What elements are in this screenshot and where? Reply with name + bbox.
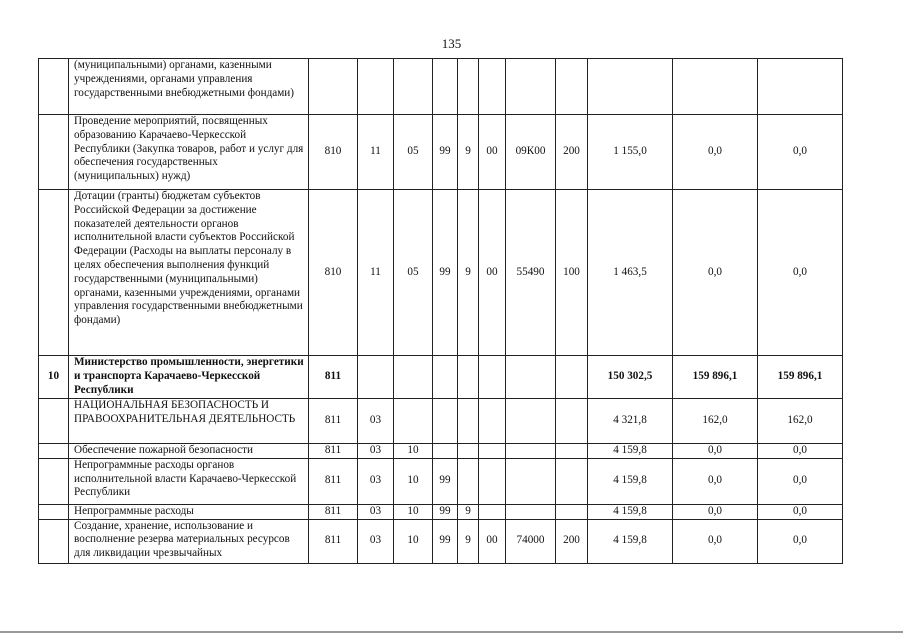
cell-section — [358, 59, 394, 115]
cell-grbs: 810 — [309, 115, 358, 190]
cell-section: 11 — [358, 115, 394, 190]
cell-section: 03 — [358, 504, 394, 519]
cell-subprogram — [458, 59, 479, 115]
cell-subsection: 10 — [394, 519, 433, 563]
cell-amount-year3: 159 896,1 — [758, 356, 843, 399]
cell-subprogram — [458, 399, 479, 444]
cell-target-code — [506, 399, 556, 444]
cell-amount-year1: 4 159,8 — [588, 458, 673, 504]
cell-amount-year2: 0,0 — [673, 115, 758, 190]
cell-grbs: 811 — [309, 356, 358, 399]
cell-expense-type — [556, 444, 588, 459]
row-name: Министерство промышленности, энергетики и транспорта Карачаево-Черкесской Республики — [69, 356, 309, 399]
table-row — [39, 399, 843, 444]
table-row — [39, 59, 843, 115]
row-number — [39, 519, 69, 563]
cell-program — [433, 356, 458, 399]
cell-target-code: 55490 — [506, 190, 556, 356]
cell-amount-year1 — [588, 59, 673, 115]
row-number — [39, 458, 69, 504]
table-row — [39, 190, 843, 356]
cell-expense-type — [556, 59, 588, 115]
cell-subprogram: 9 — [458, 519, 479, 563]
cell-amount-year1: 4 159,8 — [588, 519, 673, 563]
row-name: Непрограммные расходы органов исполнительной власти Карачаево-Черкесской Республики — [69, 458, 309, 504]
cell-direction — [479, 444, 506, 459]
cell-subprogram — [458, 356, 479, 399]
cell-amount-year3: 0,0 — [758, 519, 843, 563]
row-name: НАЦИОНАЛЬНАЯ БЕЗОПАСНОСТЬ И ПРАВООХРАНИТЕЛЬНАЯ ДЕЯТЕЛЬНОСТЬ — [69, 399, 309, 444]
cell-amount-year2: 162,0 — [673, 399, 758, 444]
cell-subsection — [394, 59, 433, 115]
cell-grbs — [309, 59, 358, 115]
budget-table — [38, 58, 843, 564]
cell-direction: 00 — [479, 190, 506, 356]
table-row — [39, 444, 843, 459]
cell-program: 99 — [433, 190, 458, 356]
cell-amount-year2: 159 896,1 — [673, 356, 758, 399]
cell-target-code — [506, 458, 556, 504]
row-number: 10 — [39, 356, 69, 399]
cell-subprogram — [458, 444, 479, 459]
cell-amount-year3 — [758, 59, 843, 115]
table-row — [39, 115, 843, 190]
cell-target-code: 74000 — [506, 519, 556, 563]
cell-expense-type: 100 — [556, 190, 588, 356]
cell-amount-year1: 1 155,0 — [588, 115, 673, 190]
cell-target-code — [506, 504, 556, 519]
row-name: Создание, хранение, использование и восполнение резерва материальных ресурсов для ликвидации чрезвычайных — [69, 519, 309, 563]
cell-amount-year3: 0,0 — [758, 444, 843, 459]
cell-amount-year1: 4 159,8 — [588, 444, 673, 459]
cell-amount-year1: 4 159,8 — [588, 504, 673, 519]
cell-expense-type — [556, 356, 588, 399]
row-number — [39, 115, 69, 190]
cell-subprogram: 9 — [458, 190, 479, 356]
cell-section: 03 — [358, 458, 394, 504]
cell-section: 03 — [358, 399, 394, 444]
cell-direction — [479, 399, 506, 444]
cell-subprogram — [458, 458, 479, 504]
cell-direction — [479, 356, 506, 399]
cell-subprogram: 9 — [458, 115, 479, 190]
cell-subsection: 10 — [394, 458, 433, 504]
cell-section: 11 — [358, 190, 394, 356]
cell-amount-year1: 1 463,5 — [588, 190, 673, 356]
cell-program — [433, 399, 458, 444]
cell-amount-year1: 4 321,8 — [588, 399, 673, 444]
cell-subsection: 10 — [394, 444, 433, 459]
row-number — [39, 190, 69, 356]
cell-program: 99 — [433, 458, 458, 504]
cell-program: 99 — [433, 115, 458, 190]
cell-subsection — [394, 356, 433, 399]
cell-program — [433, 59, 458, 115]
cell-grbs: 811 — [309, 519, 358, 563]
cell-amount-year2: 0,0 — [673, 458, 758, 504]
cell-subsection: 05 — [394, 115, 433, 190]
cell-subsection: 10 — [394, 504, 433, 519]
cell-direction — [479, 504, 506, 519]
cell-amount-year2: 0,0 — [673, 444, 758, 459]
cell-target-code — [506, 444, 556, 459]
cell-section — [358, 356, 394, 399]
cell-section: 03 — [358, 444, 394, 459]
row-name: (муниципальными) органами, казенными учреждениями, органами управления государственными внебюджетными фондами) — [69, 59, 309, 115]
cell-subsection — [394, 399, 433, 444]
cell-grbs: 811 — [309, 458, 358, 504]
cell-expense-type — [556, 458, 588, 504]
cell-target-code — [506, 59, 556, 115]
table-row — [39, 356, 843, 399]
table-row — [39, 504, 843, 519]
cell-expense-type — [556, 504, 588, 519]
cell-expense-type — [556, 399, 588, 444]
cell-direction: 00 — [479, 115, 506, 190]
cell-grbs: 811 — [309, 399, 358, 444]
cell-target-code — [506, 356, 556, 399]
cell-amount-year3: 0,0 — [758, 115, 843, 190]
row-number — [39, 59, 69, 115]
cell-direction: 00 — [479, 519, 506, 563]
cell-amount-year2 — [673, 59, 758, 115]
cell-program — [433, 444, 458, 459]
cell-expense-type: 200 — [556, 115, 588, 190]
cell-amount-year2: 0,0 — [673, 519, 758, 563]
row-number — [39, 504, 69, 519]
cell-program: 99 — [433, 519, 458, 563]
cell-direction — [479, 458, 506, 504]
cell-amount-year3: 162,0 — [758, 399, 843, 444]
cell-grbs: 811 — [309, 444, 358, 459]
row-name: Проведение мероприятий, посвященных образованию Карачаево-Черкесской Республики (Закупка товаров, работ и услуг для обеспечения государственных (муниципальных) нужд) — [69, 115, 309, 190]
row-name: Дотации (гранты) бюджетам субъектов Российской Федерации за достижение показателей деятельности органов исполнительной власти субъектов Российской Федерации (Расходы на выплаты персоналу в целях обеспечения выполнения функций государственными (муниципальными) органами, казенными учреждениями, органами управления государственными внебюджетными фондами) — [69, 190, 309, 356]
cell-target-code: 09К00 — [506, 115, 556, 190]
cell-amount-year3: 0,0 — [758, 458, 843, 504]
scan-edge-line — [0, 631, 903, 633]
cell-amount-year2: 0,0 — [673, 504, 758, 519]
cell-amount-year2: 0,0 — [673, 190, 758, 356]
cell-program: 99 — [433, 504, 458, 519]
row-number — [39, 444, 69, 459]
cell-subprogram: 9 — [458, 504, 479, 519]
row-number — [39, 399, 69, 444]
cell-section: 03 — [358, 519, 394, 563]
cell-grbs: 810 — [309, 190, 358, 356]
table-row — [39, 458, 843, 504]
cell-grbs: 811 — [309, 504, 358, 519]
cell-subsection: 05 — [394, 190, 433, 356]
cell-amount-year3: 0,0 — [758, 504, 843, 519]
cell-direction — [479, 59, 506, 115]
row-name: Обеспечение пожарной безопасности — [69, 444, 309, 459]
row-name: Непрограммные расходы — [69, 504, 309, 519]
cell-amount-year3: 0,0 — [758, 190, 843, 356]
cell-amount-year1: 150 302,5 — [588, 356, 673, 399]
page-number: 135 — [441, 36, 462, 51]
table-row — [39, 519, 843, 563]
cell-expense-type: 200 — [556, 519, 588, 563]
